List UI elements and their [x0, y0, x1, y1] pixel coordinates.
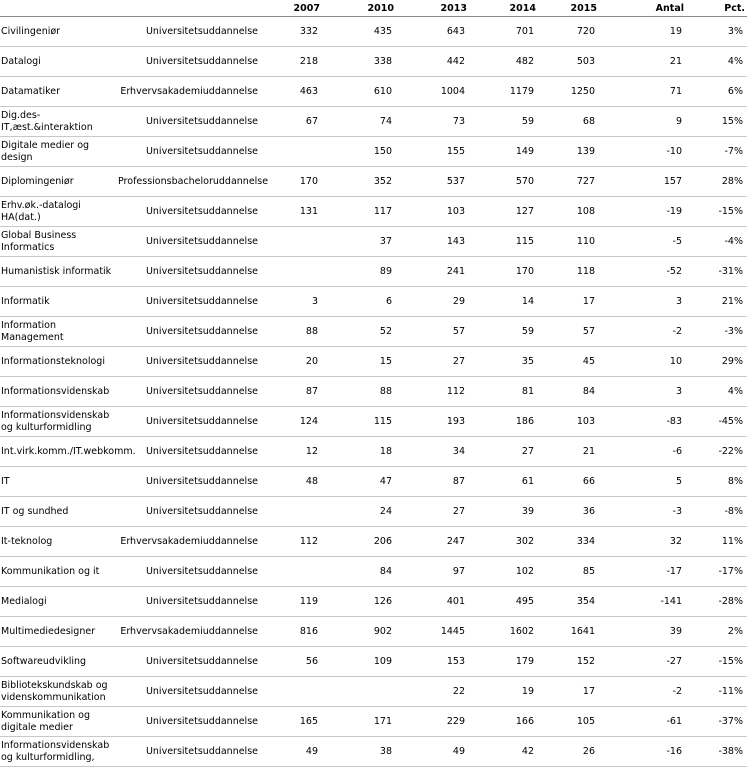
- value-2013-cell: 73: [396, 107, 469, 137]
- value-2015-cell: 118: [538, 257, 599, 287]
- value-2010-cell: 117: [322, 197, 396, 227]
- value-2007-cell: 165: [261, 707, 322, 737]
- education-type-cell: Erhvervsakademiuddannelse: [116, 527, 261, 557]
- table-row: [0, 197, 747, 227]
- value-2015-cell: 103: [538, 407, 599, 437]
- value-2015-cell: 152: [538, 647, 599, 677]
- change-pct-cell: -8%: [686, 497, 747, 527]
- table-row: [0, 407, 747, 437]
- value-2013-cell: 22: [396, 677, 469, 707]
- value-2007-cell: [261, 557, 322, 587]
- value-2013-cell: 143: [396, 227, 469, 257]
- value-2007-cell: 3: [261, 287, 322, 317]
- value-2013-cell: 643: [396, 17, 469, 47]
- change-pct-cell: -45%: [686, 407, 747, 437]
- value-2014-cell: 42: [469, 737, 538, 767]
- value-2010-cell: 74: [322, 107, 396, 137]
- value-2014-cell: 170: [469, 257, 538, 287]
- value-2013-cell: 57: [396, 317, 469, 347]
- header-2013: 2013: [396, 0, 469, 17]
- value-2015-cell: 45: [538, 347, 599, 377]
- value-2007-cell: 20: [261, 347, 322, 377]
- value-2007-cell: 332: [261, 17, 322, 47]
- change-antal-cell: -27: [599, 647, 686, 677]
- program-name-cell: Kommunikation og digitale medier: [0, 707, 116, 737]
- change-pct-cell: 15%: [686, 107, 747, 137]
- change-antal-cell: 32: [599, 527, 686, 557]
- value-2007-cell: 119: [261, 587, 322, 617]
- program-name-cell: Bibliotekskundskab og videnskommunikation: [0, 677, 116, 707]
- value-2015-cell: 17: [538, 287, 599, 317]
- value-2015-cell: 110: [538, 227, 599, 257]
- value-2014-cell: 1602: [469, 617, 538, 647]
- program-name-cell: Informatik: [0, 287, 116, 317]
- value-2013-cell: 193: [396, 407, 469, 437]
- value-2015-cell: 139: [538, 137, 599, 167]
- change-pct-cell: 2%: [686, 617, 747, 647]
- education-type-cell: Universitetsuddannelse: [116, 17, 261, 47]
- change-pct-cell: 6%: [686, 77, 747, 107]
- program-name-cell: IT og sundhed: [0, 497, 116, 527]
- education-type-cell: Erhvervsakademiuddannelse: [116, 77, 261, 107]
- value-2014-cell: 115: [469, 227, 538, 257]
- value-2014-cell: 102: [469, 557, 538, 587]
- value-2013-cell: 112: [396, 377, 469, 407]
- value-2010-cell: 352: [322, 167, 396, 197]
- value-2007-cell: 218: [261, 47, 322, 77]
- value-2010-cell: 84: [322, 557, 396, 587]
- table-row: [0, 647, 747, 677]
- program-name-cell: Diplomingeniør: [0, 167, 116, 197]
- value-2014-cell: 59: [469, 317, 538, 347]
- value-2007-cell: [261, 137, 322, 167]
- program-name-cell: IT: [0, 467, 116, 497]
- value-2010-cell: 115: [322, 407, 396, 437]
- change-pct-cell: 3%: [686, 17, 747, 47]
- education-type-cell: Universitetsuddannelse: [116, 647, 261, 677]
- value-2010-cell: 435: [322, 17, 396, 47]
- table-row: [0, 227, 747, 257]
- value-2007-cell: 12: [261, 437, 322, 467]
- value-2014-cell: 482: [469, 47, 538, 77]
- value-2013-cell: 247: [396, 527, 469, 557]
- value-2015-cell: 21: [538, 437, 599, 467]
- change-antal-cell: -2: [599, 677, 686, 707]
- table-row: [0, 47, 747, 77]
- change-pct-cell: 11%: [686, 527, 747, 557]
- value-2007-cell: 816: [261, 617, 322, 647]
- value-2010-cell: 6: [322, 287, 396, 317]
- value-2007-cell: 67: [261, 107, 322, 137]
- value-2013-cell: 29: [396, 287, 469, 317]
- value-2015-cell: 334: [538, 527, 599, 557]
- table-row: [0, 437, 747, 467]
- change-antal-cell: -61: [599, 707, 686, 737]
- value-2010-cell: 38: [322, 737, 396, 767]
- change-pct-cell: 8%: [686, 467, 747, 497]
- change-pct-cell: -17%: [686, 557, 747, 587]
- program-name-cell: Datamatiker: [0, 77, 116, 107]
- table-row: [0, 617, 747, 647]
- value-2015-cell: 26: [538, 737, 599, 767]
- value-2014-cell: 81: [469, 377, 538, 407]
- table-row: [0, 587, 747, 617]
- change-antal-cell: 3: [599, 377, 686, 407]
- value-2013-cell: 49: [396, 737, 469, 767]
- value-2007-cell: [261, 257, 322, 287]
- value-2010-cell: 88: [322, 377, 396, 407]
- table-row: [0, 167, 747, 197]
- value-2007-cell: 87: [261, 377, 322, 407]
- education-type-cell: Universitetsuddannelse: [116, 197, 261, 227]
- education-type-cell: Universitetsuddannelse: [116, 287, 261, 317]
- value-2013-cell: 97: [396, 557, 469, 587]
- education-type-cell: Universitetsuddannelse: [116, 407, 261, 437]
- value-2013-cell: 153: [396, 647, 469, 677]
- header-2015: 2015: [538, 0, 599, 17]
- change-antal-cell: -5: [599, 227, 686, 257]
- change-antal-cell: -3: [599, 497, 686, 527]
- table-row: [0, 137, 747, 167]
- value-2014-cell: 701: [469, 17, 538, 47]
- value-2014-cell: 35: [469, 347, 538, 377]
- education-type-cell: Universitetsuddannelse: [116, 707, 261, 737]
- change-antal-cell: 71: [599, 77, 686, 107]
- value-2010-cell: 89: [322, 257, 396, 287]
- change-antal-cell: -52: [599, 257, 686, 287]
- table-row: [0, 737, 747, 767]
- value-2014-cell: 61: [469, 467, 538, 497]
- change-pct-cell: 4%: [686, 377, 747, 407]
- header-row: [0, 0, 747, 17]
- value-2015-cell: 503: [538, 47, 599, 77]
- program-name-cell: Erhv.øk.-datalogi HA(dat.): [0, 197, 116, 227]
- value-2007-cell: 112: [261, 527, 322, 557]
- table-row: [0, 317, 747, 347]
- program-name-cell: Informationsvidenskab: [0, 377, 116, 407]
- change-antal-cell: -6: [599, 437, 686, 467]
- education-type-cell: Universitetsuddannelse: [116, 437, 261, 467]
- value-2014-cell: 149: [469, 137, 538, 167]
- program-name-cell: Int.virk.komm./IT.webkomm.: [0, 437, 116, 467]
- change-pct-cell: 28%: [686, 167, 747, 197]
- value-2013-cell: 34: [396, 437, 469, 467]
- change-antal-cell: 39: [599, 617, 686, 647]
- value-2013-cell: 155: [396, 137, 469, 167]
- change-antal-cell: -10: [599, 137, 686, 167]
- value-2010-cell: 52: [322, 317, 396, 347]
- value-2014-cell: 166: [469, 707, 538, 737]
- value-2015-cell: 105: [538, 707, 599, 737]
- table-row: [0, 467, 747, 497]
- header-2014: 2014: [469, 0, 538, 17]
- value-2014-cell: 59: [469, 107, 538, 137]
- change-antal-cell: -83: [599, 407, 686, 437]
- value-2010-cell: 47: [322, 467, 396, 497]
- value-2014-cell: 495: [469, 587, 538, 617]
- value-2015-cell: 1641: [538, 617, 599, 647]
- change-antal-cell: -16: [599, 737, 686, 767]
- value-2007-cell: [261, 497, 322, 527]
- education-type-cell: Universitetsuddannelse: [116, 737, 261, 767]
- header-2007: 2007: [261, 0, 322, 17]
- education-type-cell: Universitetsuddannelse: [116, 497, 261, 527]
- value-2010-cell: 126: [322, 587, 396, 617]
- value-2015-cell: 84: [538, 377, 599, 407]
- change-pct-cell: -22%: [686, 437, 747, 467]
- change-antal-cell: 157: [599, 167, 686, 197]
- program-name-cell: Informationsteknologi: [0, 347, 116, 377]
- program-name-cell: Medialogi: [0, 587, 116, 617]
- value-2010-cell: 338: [322, 47, 396, 77]
- value-2014-cell: 19: [469, 677, 538, 707]
- change-pct-cell: -31%: [686, 257, 747, 287]
- education-type-cell: Universitetsuddannelse: [116, 107, 261, 137]
- value-2015-cell: 66: [538, 467, 599, 497]
- value-2007-cell: 88: [261, 317, 322, 347]
- program-name-cell: Humanistisk informatik: [0, 257, 116, 287]
- value-2010-cell: 37: [322, 227, 396, 257]
- program-name-cell: Datalogi: [0, 47, 116, 77]
- table-row: [0, 107, 747, 137]
- value-2015-cell: 17: [538, 677, 599, 707]
- value-2015-cell: 727: [538, 167, 599, 197]
- value-2007-cell: 170: [261, 167, 322, 197]
- value-2014-cell: 14: [469, 287, 538, 317]
- value-2010-cell: 15: [322, 347, 396, 377]
- education-type-cell: Universitetsuddannelse: [116, 677, 261, 707]
- value-2014-cell: 39: [469, 497, 538, 527]
- change-pct-cell: -28%: [686, 587, 747, 617]
- value-2010-cell: 610: [322, 77, 396, 107]
- table-row: [0, 497, 747, 527]
- value-2010-cell: 206: [322, 527, 396, 557]
- change-pct-cell: -3%: [686, 317, 747, 347]
- value-2007-cell: 124: [261, 407, 322, 437]
- change-antal-cell: 3: [599, 287, 686, 317]
- change-pct-cell: -4%: [686, 227, 747, 257]
- value-2010-cell: 902: [322, 617, 396, 647]
- value-2015-cell: 85: [538, 557, 599, 587]
- education-type-cell: Universitetsuddannelse: [116, 317, 261, 347]
- education-type-cell: Universitetsuddannelse: [116, 377, 261, 407]
- program-name-cell: Multimediedesigner: [0, 617, 116, 647]
- value-2007-cell: 56: [261, 647, 322, 677]
- header-name: [0, 0, 116, 17]
- value-2013-cell: 241: [396, 257, 469, 287]
- value-2013-cell: 87: [396, 467, 469, 497]
- value-2013-cell: 229: [396, 707, 469, 737]
- change-antal-cell: 5: [599, 467, 686, 497]
- change-antal-cell: 9: [599, 107, 686, 137]
- value-2007-cell: [261, 227, 322, 257]
- value-2010-cell: 109: [322, 647, 396, 677]
- header-pct: Pct.: [686, 0, 747, 17]
- value-2007-cell: 48: [261, 467, 322, 497]
- program-name-cell: Information Management: [0, 317, 116, 347]
- program-name-cell: Informationsvidenskab og kulturformidling,: [0, 737, 116, 767]
- education-type-cell: Universitetsuddannelse: [116, 347, 261, 377]
- value-2013-cell: 27: [396, 497, 469, 527]
- education-type-cell: Universitetsuddannelse: [116, 227, 261, 257]
- table-row: [0, 77, 747, 107]
- change-pct-cell: -15%: [686, 197, 747, 227]
- value-2014-cell: 27: [469, 437, 538, 467]
- change-pct-cell: -15%: [686, 647, 747, 677]
- table-row: [0, 527, 747, 557]
- program-name-cell: Softwareudvikling: [0, 647, 116, 677]
- value-2015-cell: 1250: [538, 77, 599, 107]
- value-2010-cell: [322, 677, 396, 707]
- change-antal-cell: 21: [599, 47, 686, 77]
- table-row: [0, 257, 747, 287]
- value-2014-cell: 570: [469, 167, 538, 197]
- value-2015-cell: 68: [538, 107, 599, 137]
- value-2013-cell: 27: [396, 347, 469, 377]
- change-pct-cell: -7%: [686, 137, 747, 167]
- header-2010: 2010: [322, 0, 396, 17]
- header-type: [116, 0, 261, 17]
- change-pct-cell: 4%: [686, 47, 747, 77]
- value-2014-cell: 302: [469, 527, 538, 557]
- value-2015-cell: 57: [538, 317, 599, 347]
- program-name-cell: Informationsvidenskab og kulturformidling: [0, 407, 116, 437]
- change-antal-cell: -17: [599, 557, 686, 587]
- change-pct-cell: -38%: [686, 737, 747, 767]
- change-pct-cell: 21%: [686, 287, 747, 317]
- value-2013-cell: 442: [396, 47, 469, 77]
- education-type-cell: Universitetsuddannelse: [116, 587, 261, 617]
- value-2015-cell: 108: [538, 197, 599, 227]
- value-2013-cell: 1445: [396, 617, 469, 647]
- change-antal-cell: -19: [599, 197, 686, 227]
- change-pct-cell: -37%: [686, 707, 747, 737]
- table-row: [0, 707, 747, 737]
- education-type-cell: Erhvervsakademiuddannelse: [116, 617, 261, 647]
- change-antal-cell: 10: [599, 347, 686, 377]
- value-2013-cell: 537: [396, 167, 469, 197]
- value-2007-cell: 463: [261, 77, 322, 107]
- value-2007-cell: [261, 677, 322, 707]
- education-type-cell: Universitetsuddannelse: [116, 47, 261, 77]
- value-2015-cell: 720: [538, 17, 599, 47]
- change-pct-cell: 29%: [686, 347, 747, 377]
- value-2007-cell: 131: [261, 197, 322, 227]
- education-type-cell: Universitetsuddannelse: [116, 467, 261, 497]
- change-antal-cell: 19: [599, 17, 686, 47]
- value-2014-cell: 127: [469, 197, 538, 227]
- value-2015-cell: 354: [538, 587, 599, 617]
- value-2010-cell: 24: [322, 497, 396, 527]
- value-2013-cell: 401: [396, 587, 469, 617]
- table-row: [0, 17, 747, 47]
- program-name-cell: Digitale medier og design: [0, 137, 116, 167]
- value-2013-cell: 1004: [396, 77, 469, 107]
- table-row: [0, 377, 747, 407]
- value-2010-cell: 150: [322, 137, 396, 167]
- education-type-cell: Universitetsuddannelse: [116, 257, 261, 287]
- education-type-cell: Universitetsuddannelse: [116, 557, 261, 587]
- value-2007-cell: 49: [261, 737, 322, 767]
- value-2013-cell: 103: [396, 197, 469, 227]
- table-row: [0, 347, 747, 377]
- change-pct-cell: -11%: [686, 677, 747, 707]
- value-2015-cell: 36: [538, 497, 599, 527]
- program-name-cell: It-teknolog: [0, 527, 116, 557]
- value-2014-cell: 186: [469, 407, 538, 437]
- value-2010-cell: 171: [322, 707, 396, 737]
- header-antal: Antal: [599, 0, 686, 17]
- program-name-cell: Civilingeniør: [0, 17, 116, 47]
- value-2010-cell: 18: [322, 437, 396, 467]
- table-body: [0, 17, 747, 767]
- table-row: [0, 677, 747, 707]
- program-name-cell: Kommunikation og it: [0, 557, 116, 587]
- table-row: [0, 287, 747, 317]
- program-name-cell: Dig.des-IT,æst.&interaktion: [0, 107, 116, 137]
- value-2014-cell: 1179: [469, 77, 538, 107]
- program-name-cell: Global Business Informatics: [0, 227, 116, 257]
- education-type-cell: Universitetsuddannelse: [116, 137, 261, 167]
- value-2014-cell: 179: [469, 647, 538, 677]
- change-antal-cell: -2: [599, 317, 686, 347]
- table-row: [0, 557, 747, 587]
- education-type-cell: Professionsbacheloruddannelse: [116, 167, 261, 197]
- change-antal-cell: -141: [599, 587, 686, 617]
